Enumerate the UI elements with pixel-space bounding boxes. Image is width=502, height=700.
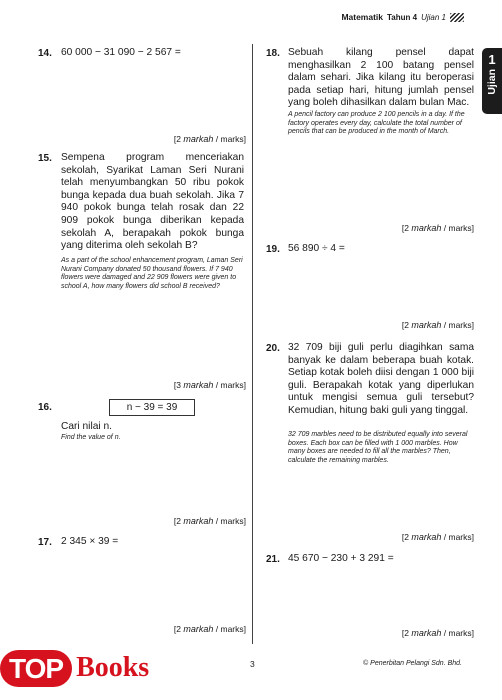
marks-word: markah [183,134,214,144]
question-16-translation: Find the value of n. [61,434,121,441]
question-15-text: Sempena program menceriakan sekolah, Syarikat Laman Seri Nurani telah menyumbangkan 50 ribu pokok bunga kepada dua buah sekolah. Jika 7 940 pokok bunga telah rosak dan 22 909 pokok bunga diberikan kepada sekolah A, berapakah pokok bunga yang diterima oleh sekolah B? [61,152,244,252]
publisher-credit: © Penerbitan Pelangi Sdn. Bhd. [363,660,462,667]
column-divider [252,44,253,644]
question-number-20: 20. [266,343,280,354]
question-15-translation: As a part of the school enhancement program, Laman Seri Nurani Company donated 50 thousand flowers. If 7 940 flowers were damaged and 22 909 flowers were given to school A, how many flowers did school B received? [61,257,243,290]
stripes-icon [450,13,464,22]
marks-word: markah [411,532,442,542]
marks-tail: / marks] [443,223,474,233]
page-number: 3 [250,659,255,669]
topbooks-logo [0,643,200,693]
marks-word: markah [411,223,442,233]
question-15-marks [174,380,246,390]
page-header [341,12,464,22]
marks-tail: / marks] [215,516,246,526]
marks-open: [2 [173,624,181,634]
marks-word: markah [411,320,442,330]
question-16-text: Cari nilai n. [61,421,112,432]
question-18-translation: A pencil factory can produce 2 100 pencils in a day. If the factory operates every day, calculate the total number of pencils that can be produced in the month of March. [288,111,465,136]
question-number-21: 21. [266,554,280,565]
question-number-18: 18. [266,48,280,59]
marks-word: markah [183,380,214,390]
question-number-17: 17. [38,537,52,548]
marks-tail: / marks] [443,532,474,542]
marks-tail: / marks] [215,624,246,634]
question-19-marks [402,320,474,330]
year-label: Tahun 4 [387,12,418,22]
side-tab-number: 1 [488,52,496,67]
marks-open: [2 [173,134,181,144]
question-number-19: 19. [266,244,280,255]
marks-open: [3 [173,380,181,390]
marks-open: [2 [401,628,409,638]
question-20-translation: 32 709 marbles need to be distributed equally into several boxes. Each box can be filled with 1 000 marbles. How many boxes are needed to fill all the marbles? Then, calculate the remaining marbles. [288,431,468,464]
side-tab-label: Ujian [486,69,498,95]
marks-open: [2 [173,516,181,526]
marks-tail: / marks] [443,320,474,330]
side-tab [482,48,502,114]
question-number-15: 15. [38,153,52,164]
marks-word: markah [183,516,214,526]
question-16-marks [174,516,246,526]
logo-part-books: Books [76,652,150,683]
marks-open: [2 [401,223,409,233]
question-21-text: 45 670 − 230 + 3 291 = [288,553,394,564]
question-20-text: 32 709 biji guli perlu diagihkan sama banyak ke dalam beberapa buah kotak. Setiap kotak boleh diisi dengan 1 000 biji guli. Berapakah kotak yang diperlukan untuk mengisi semua guli tersebut? Kemudian, hitung baki guli yang tinggal. [288,342,474,416]
question-number-16: 16. [38,402,52,413]
question-number-14: 14. [38,48,52,59]
logo-part-top: TOP [0,650,72,687]
question-21-marks [402,628,474,638]
test-label: Ujian 1 [421,12,446,22]
subject-label: Matematik [341,12,384,22]
marks-tail: / marks] [215,134,246,144]
question-18-text: Sebuah kilang pensel dapat menghasilkan 2 100 batang pensel dalam sehari. Jika kilang itu beroperasi pada setiap hari, hitung jumlah pensel yang boleh dihasilkan dalam bulan Mac. [288,47,474,109]
marks-open: [2 [401,320,409,330]
question-16-equation-box: n − 39 = 39 [109,399,195,416]
marks-tail: / marks] [215,380,246,390]
marks-tail: / marks] [443,628,474,638]
marks-word: markah [183,624,214,634]
question-14-marks [174,134,246,144]
marks-word: markah [411,628,442,638]
question-19-text: 56 890 ÷ 4 = [288,243,345,254]
question-14-text: 60 000 − 31 090 − 2 567 = [61,47,181,58]
question-18-marks [402,223,474,233]
question-20-marks [402,532,474,542]
question-17-text: 2 345 × 39 = [61,536,119,547]
question-17-marks [174,624,246,634]
marks-open: [2 [401,532,409,542]
